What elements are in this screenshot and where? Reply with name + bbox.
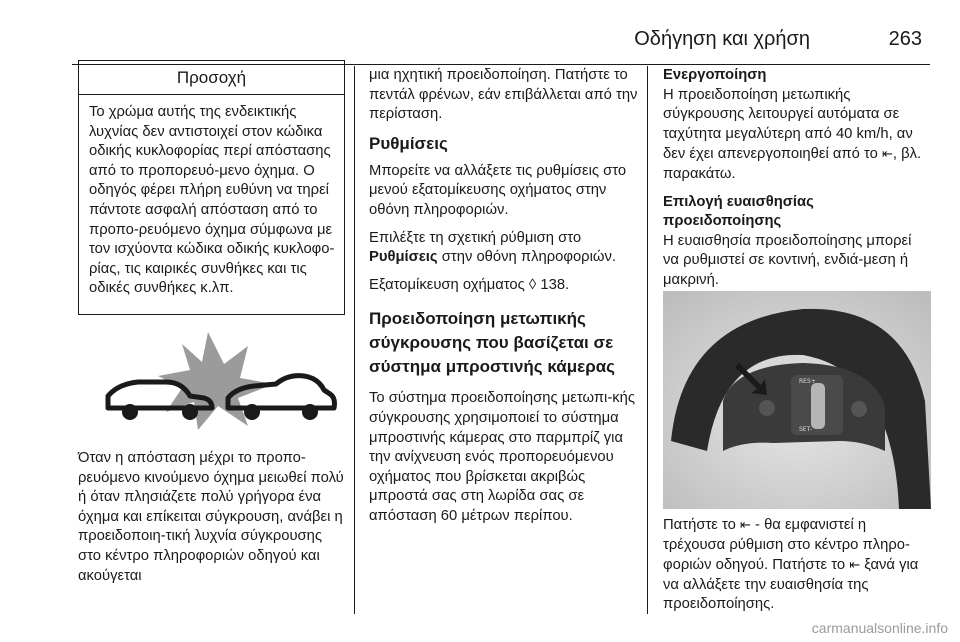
collision-alert-symbol-icon: ⇤ bbox=[881, 146, 893, 162]
camera-system-paragraph: Το σύστημα προειδοποίησης μετωπι-κής σύγκρουσης χρησιμοποιεί το σύστημα μπροστινής κάμερας στο παρμπρίζ για την ανίχνευση ενός προπορευόμενου οχήματος που βρίσκεται ακριβώς μπροστά σας στη λωρίδα σας σε απόσταση 60 μέτρων περίπου. bbox=[369, 390, 636, 524]
personalization-reference: Εξατομίκευση οχήματος ◊ 138. bbox=[369, 276, 570, 293]
page-number: 263 bbox=[888, 28, 922, 50]
settings-menu-name: Ρυθμίσεις bbox=[369, 249, 438, 266]
res-label: RES+ bbox=[799, 378, 816, 385]
watermark: carmanualsonline.info bbox=[811, 620, 948, 636]
activation-heading: Ενεργοποίηση bbox=[663, 67, 767, 83]
select-setting-paragraph: Επιλέξτε τη σχετική ρύθμιση στο Ρυθμίσεις στην οθόνη πληροφοριών. bbox=[369, 229, 616, 266]
column-3-text bbox=[663, 66, 931, 299]
press-button-paragraph: Πατήστε το ⇤ - θα εμφανιστεί η τρέχουσα ρύθμιση στο κέντρο πληρο-φοριών οδηγού. Πατήστε το ⇤ ξανά για να αλλάξετε την ευαισθησία της προειδοποίησης. bbox=[663, 517, 919, 613]
camera-section-heading: Προειδοποίηση μετωπικής σύγκρουσης που βασίζεται σε σύστημα μπροστινής κάμερας bbox=[369, 309, 616, 377]
page-reference-icon: ◊ bbox=[528, 276, 537, 293]
collision-alert-button[interactable] bbox=[759, 400, 775, 416]
column-2-text bbox=[369, 66, 641, 535]
column-3-lower-text bbox=[663, 515, 931, 623]
cruise-thumbwheel[interactable] bbox=[811, 383, 825, 429]
column-1-text bbox=[78, 449, 346, 594]
column-divider-1 bbox=[354, 66, 355, 614]
warning-box bbox=[78, 60, 345, 315]
activation-paragraph: Η προειδοποίηση μετωπικής σύγκρουσης λειτουργεί αυτόματα σε ταχύτητα μεγαλύτερη από 40 km/h, αν δεν έχει απενεργοποιηθεί από το ⇤, βλ. παρακάτω. bbox=[663, 86, 922, 182]
sensitivity-paragraph: Η ευαισθησία προειδοποίησης μπορεί να ρυθμιστεί σε κοντινή, ενδιά-μεση ή μακρινή. bbox=[663, 232, 912, 288]
chapter-title: Οδήγηση και χρήση bbox=[634, 28, 810, 50]
collision-warning-paragraph: Όταν η απόσταση μέχρι το προπο-ρευόμενο κινούμενο όχημα μειωθεί πολύ ή όταν πλησιάζετε πολύ γρήγορα ένα όχημα και επίκειται σύγκρουση, ανάβει η προειδοποιη-τική λυχνία σύγκρουσης στο κέντρο πληροφοριών οδηγού και ακούγεται bbox=[78, 450, 344, 584]
collision-alert-symbol-icon: ⇤ bbox=[849, 557, 861, 573]
sensitivity-heading: Επιλογή ευαισθησίας προειδοποίησης bbox=[663, 193, 814, 230]
steering-wheel-photo bbox=[663, 291, 931, 509]
warning-title: Προσοχή bbox=[79, 61, 344, 95]
set-label: SET- bbox=[799, 426, 812, 433]
collision-warning-illustration bbox=[78, 326, 343, 436]
collision-alert-symbol-icon: ⇤ bbox=[740, 517, 751, 532]
settings-paragraph: Μπορείτε να αλλάξετε τις ρυθμίσεις στο μενού εξατομίκευσης οχήματος στην οθόνη πληροφοριών. bbox=[369, 162, 627, 218]
settings-heading: Ρυθμίσεις bbox=[369, 133, 448, 153]
brake-paragraph: μια ηχητική προειδοποίηση. Πατήστε το πεντάλ φρένων, εάν επιβάλλεται από την περίσταση. bbox=[369, 67, 638, 123]
page-header bbox=[72, 28, 930, 58]
column-divider-2 bbox=[647, 66, 648, 614]
warning-text: Το χρώμα αυτής της ενδεικτικής λυχνίας δεν αντιστοιχεί στον κώδικα οδικής κυκλοφορίας περί απόστασης από το προπορευό-μενο όχημα. Ο οδηγός φέρει πλήρη ευθύνη να τηρεί πάντοτε ασφαλή απόσταση από το προπο-ρευόμενο όχημα σύμφωνα με τον ισχύοντα κώδικα οδικής κυκλοφο-ρίας, τις καιρικές συνθήκες και τις οδικές συνθήκες κ.λπ. bbox=[89, 104, 335, 297]
